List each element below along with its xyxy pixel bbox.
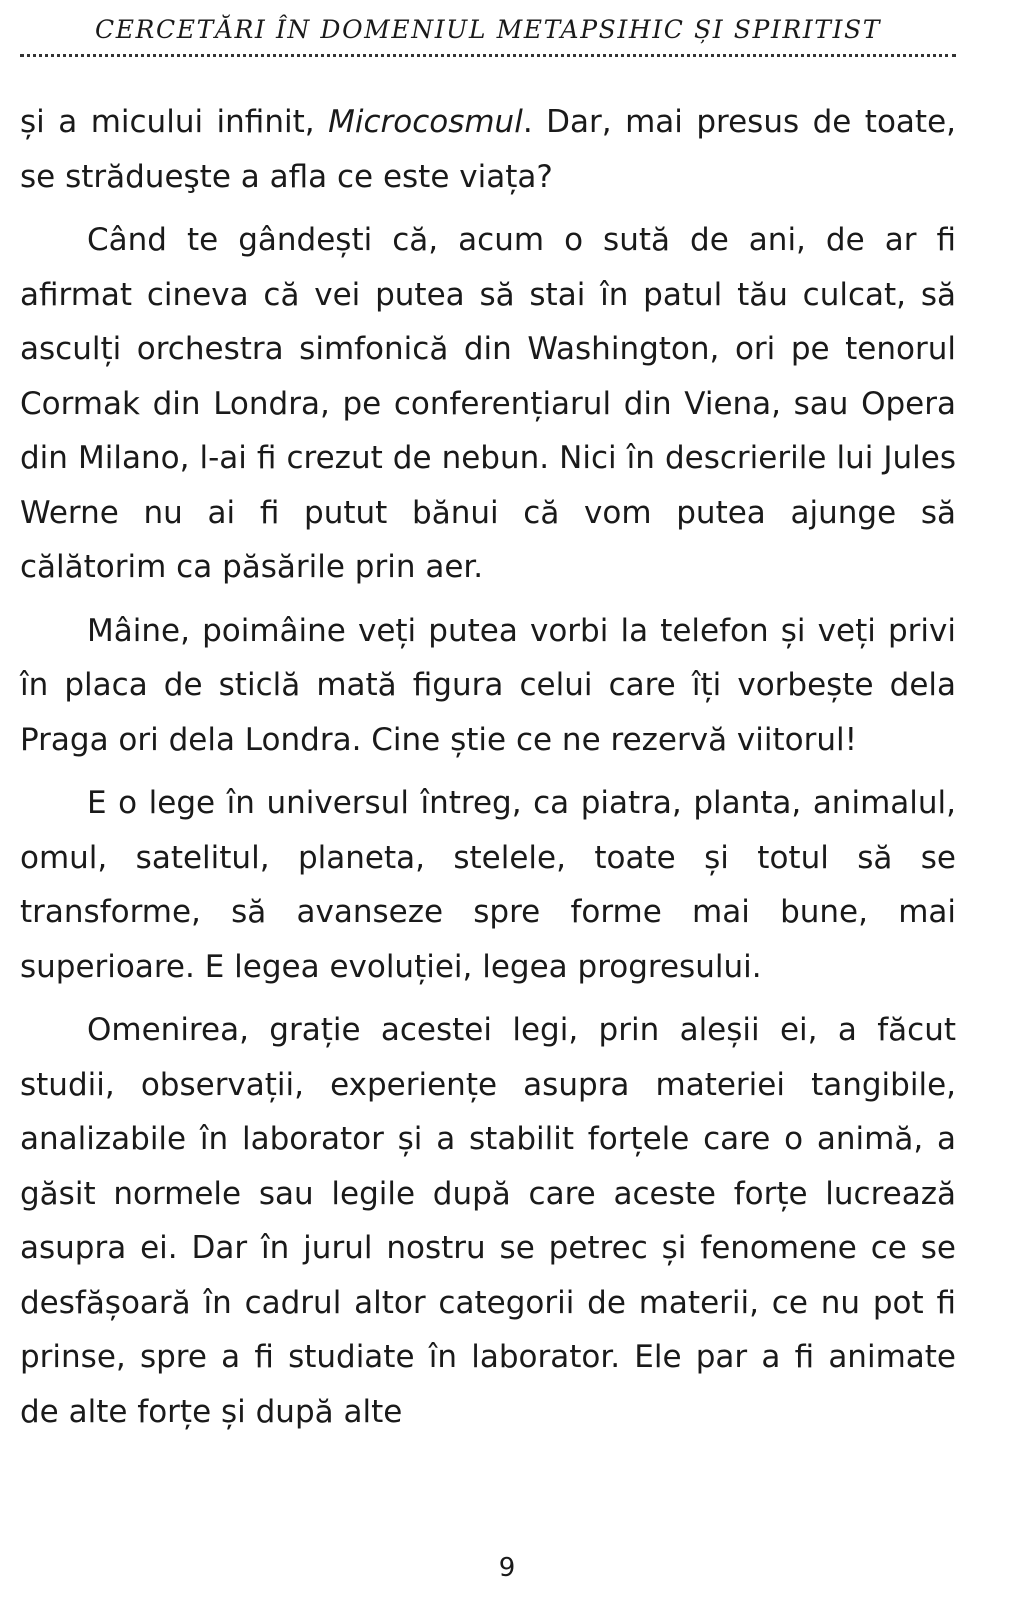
- paragraph: E o lege în universul întreg, ca piatra, planta, animalul, omul, satelitul, planeta, stelele, toate și totul să se transforme, să avanseze spre forme mai bune, mai superioare. E legea evoluției, legea progresului.: [20, 785, 956, 985]
- paragraph: Omenirea, grație acestei legi, prin aleșii ei, a făcut studii, observații, experiențe asupra materiei tangibile, analizabile în laborator și a stabilit forțele care o animă, a găsit normele sau legile după care aceste forțe lucrează asupra ei. Dar în jurul nostru se petrec și fenomene ce se desfășoară în cadrul altor categorii de materii, ce nu pot fi prinse, spre a fi studiate în laborator. Ele par a fi animate de alte forțe și după alte: [20, 1012, 956, 1430]
- paragraph: Mâine, poimâine veți putea vorbi la telefon și veți privi în placa de sticlă mată figura celui care îți vorbește dela Praga ori dela Londra. Cine știe ce ne rezervă viitorul!: [20, 612, 956, 758]
- paragraph: Când te gândești că, acum o sută de ani, de ar fi afirmat cineva că vei putea să stai în patul tău culcat, să asculți orchestra simfonică din Washington, ori pe tenorul Cormak din Londra, pe conferențiarul din Viena, sau Opera din Milano, l-ai fi crezut de nebun. Nici în descrierile lui Jules Werne nu ai fi putut bănui că vom putea ajunge să călătorim ca păsările prin aer.: [20, 222, 956, 585]
- running-title: CERCETĂRI ÎN DOMENIUL METAPSIHIC ȘI SPIRITIST: [94, 15, 881, 44]
- paragraph-continuation: [20, 95, 956, 204]
- header-dotted-rule: [20, 54, 956, 57]
- italic-term: Microcosmul: [328, 104, 523, 140]
- page-body: [20, 95, 956, 1448]
- page-number: 9: [498, 1553, 516, 1583]
- paragraph-text: . Dar, mai presus de toate, se strădueşte a afla ce este viața?: [20, 104, 957, 195]
- paragraph-text: și a micului infinit,: [20, 104, 329, 140]
